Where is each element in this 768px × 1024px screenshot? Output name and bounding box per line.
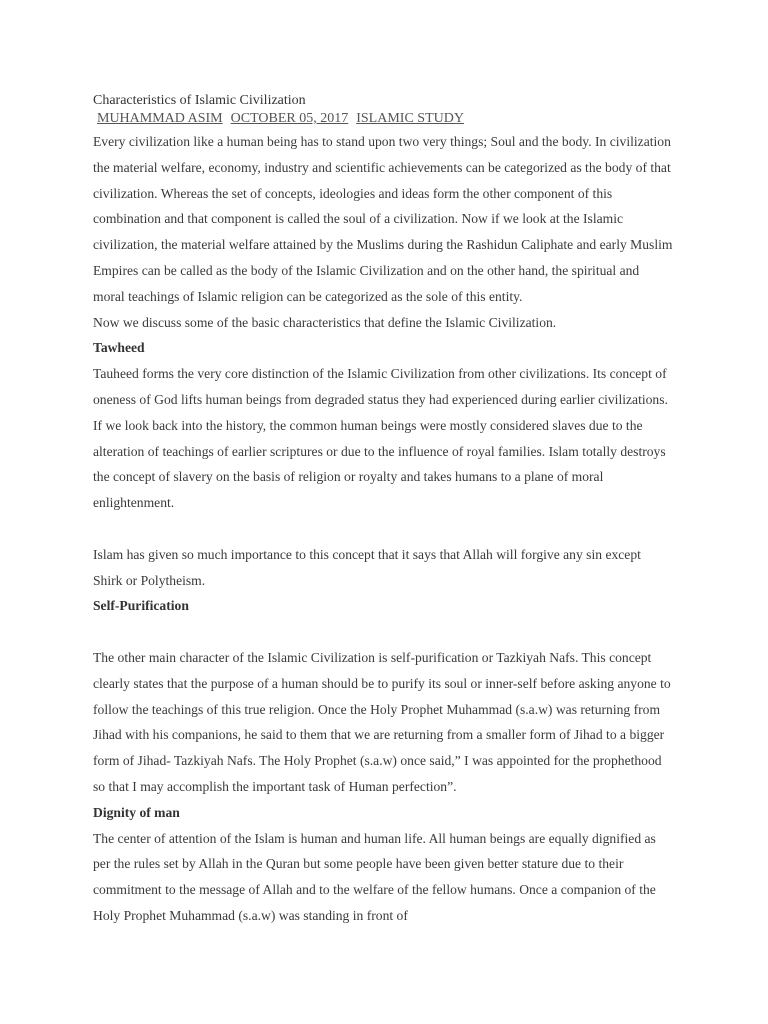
date-link[interactable]: OCTOBER 05, 2017 [230,111,349,126]
self-purification-paragraph: The other main character of the Islamic Civilization is self-purification or Tazkiyah Nafs. This concept clearly states that the purpose of a human should be to purify its soul or inner-self before asking anyone to follow the teachings of this true religion. Once the Holy Prophet Muhammad (s.a.w) was returning from Jihad with his companions, he said to them that we are returning from a smaller form of Jihad to a bigger form of Jihad- Tazkiyah Nafs. The Holy Prophet (s.a.w) once said,” I was appointed for the prophethood so that I may accomplish the important task of Human perfection”. [93,649,671,794]
intro-paragraph-2: Now we discuss some of the basic characteristics that define the Islamic Civilization. [93,314,557,330]
paragraph-spacer [93,516,673,542]
article-meta [97,109,673,129]
section-heading-dignity-of-man: Dignity of man [93,804,180,820]
article-title: Characteristics of Islamic Civilization [93,93,306,108]
dignity-of-man-paragraph: The center of attention of the Islam is human and human life. All human beings are equally dignified as per the rules set by Allah in the Quran but some people have been given better stature due to their commitment to the message of Allah and to the welfare of the fellow humans. Once a companion of the Holy Prophet Muhammad (s.a.w) was standing in front of [93,830,656,923]
article [93,92,673,929]
paragraph-spacer [93,619,673,645]
tawheed-paragraph-2: Islam has given so much importance to this concept that it says that Allah will forgive any sin except Shirk or Polytheism. [93,546,641,588]
intro-paragraph: Every civilization like a human being has to stand upon two very things; Soul and the body. In civilization the material welfare, economy, industry and scientific achievements can be categorized as the body of that civilization. Whereas the set of concepts, ideologies and ideas form the other component of this combination and that component is called the soul of a civilization. Now if we look at the Islamic civilization, the material welfare attained by the Muslims during the Rashidun Caliphate and early Muslim Empires can be called as the body of the Islamic Civilization and on the other hand, the spiritual and moral teachings of Islamic religion can be categorized as the sole of this entity. [93,134,673,304]
section-heading-tawheed: Tawheed [93,340,145,356]
section-heading-self-purification: Self-Purification [93,598,189,614]
tawheed-paragraph-1: Tauheed forms the very core distinction of the Islamic Civilization from other civilizations. Its concept of oneness of God lifts human beings from degraded status they had experienced during earlier civilizations. If we look back into the history, the common human beings were mostly considered slaves due to the alteration of teachings of earlier scriptures or due to the influence of royal families. Islam totally destroys the concept of slavery on the basis of religion or royalty and takes humans to a plane of moral enlightenment. [93,366,668,511]
author-link[interactable]: MUHAMMAD ASIM [97,111,223,126]
category-link[interactable]: ISLAMIC STUDY [356,111,464,126]
